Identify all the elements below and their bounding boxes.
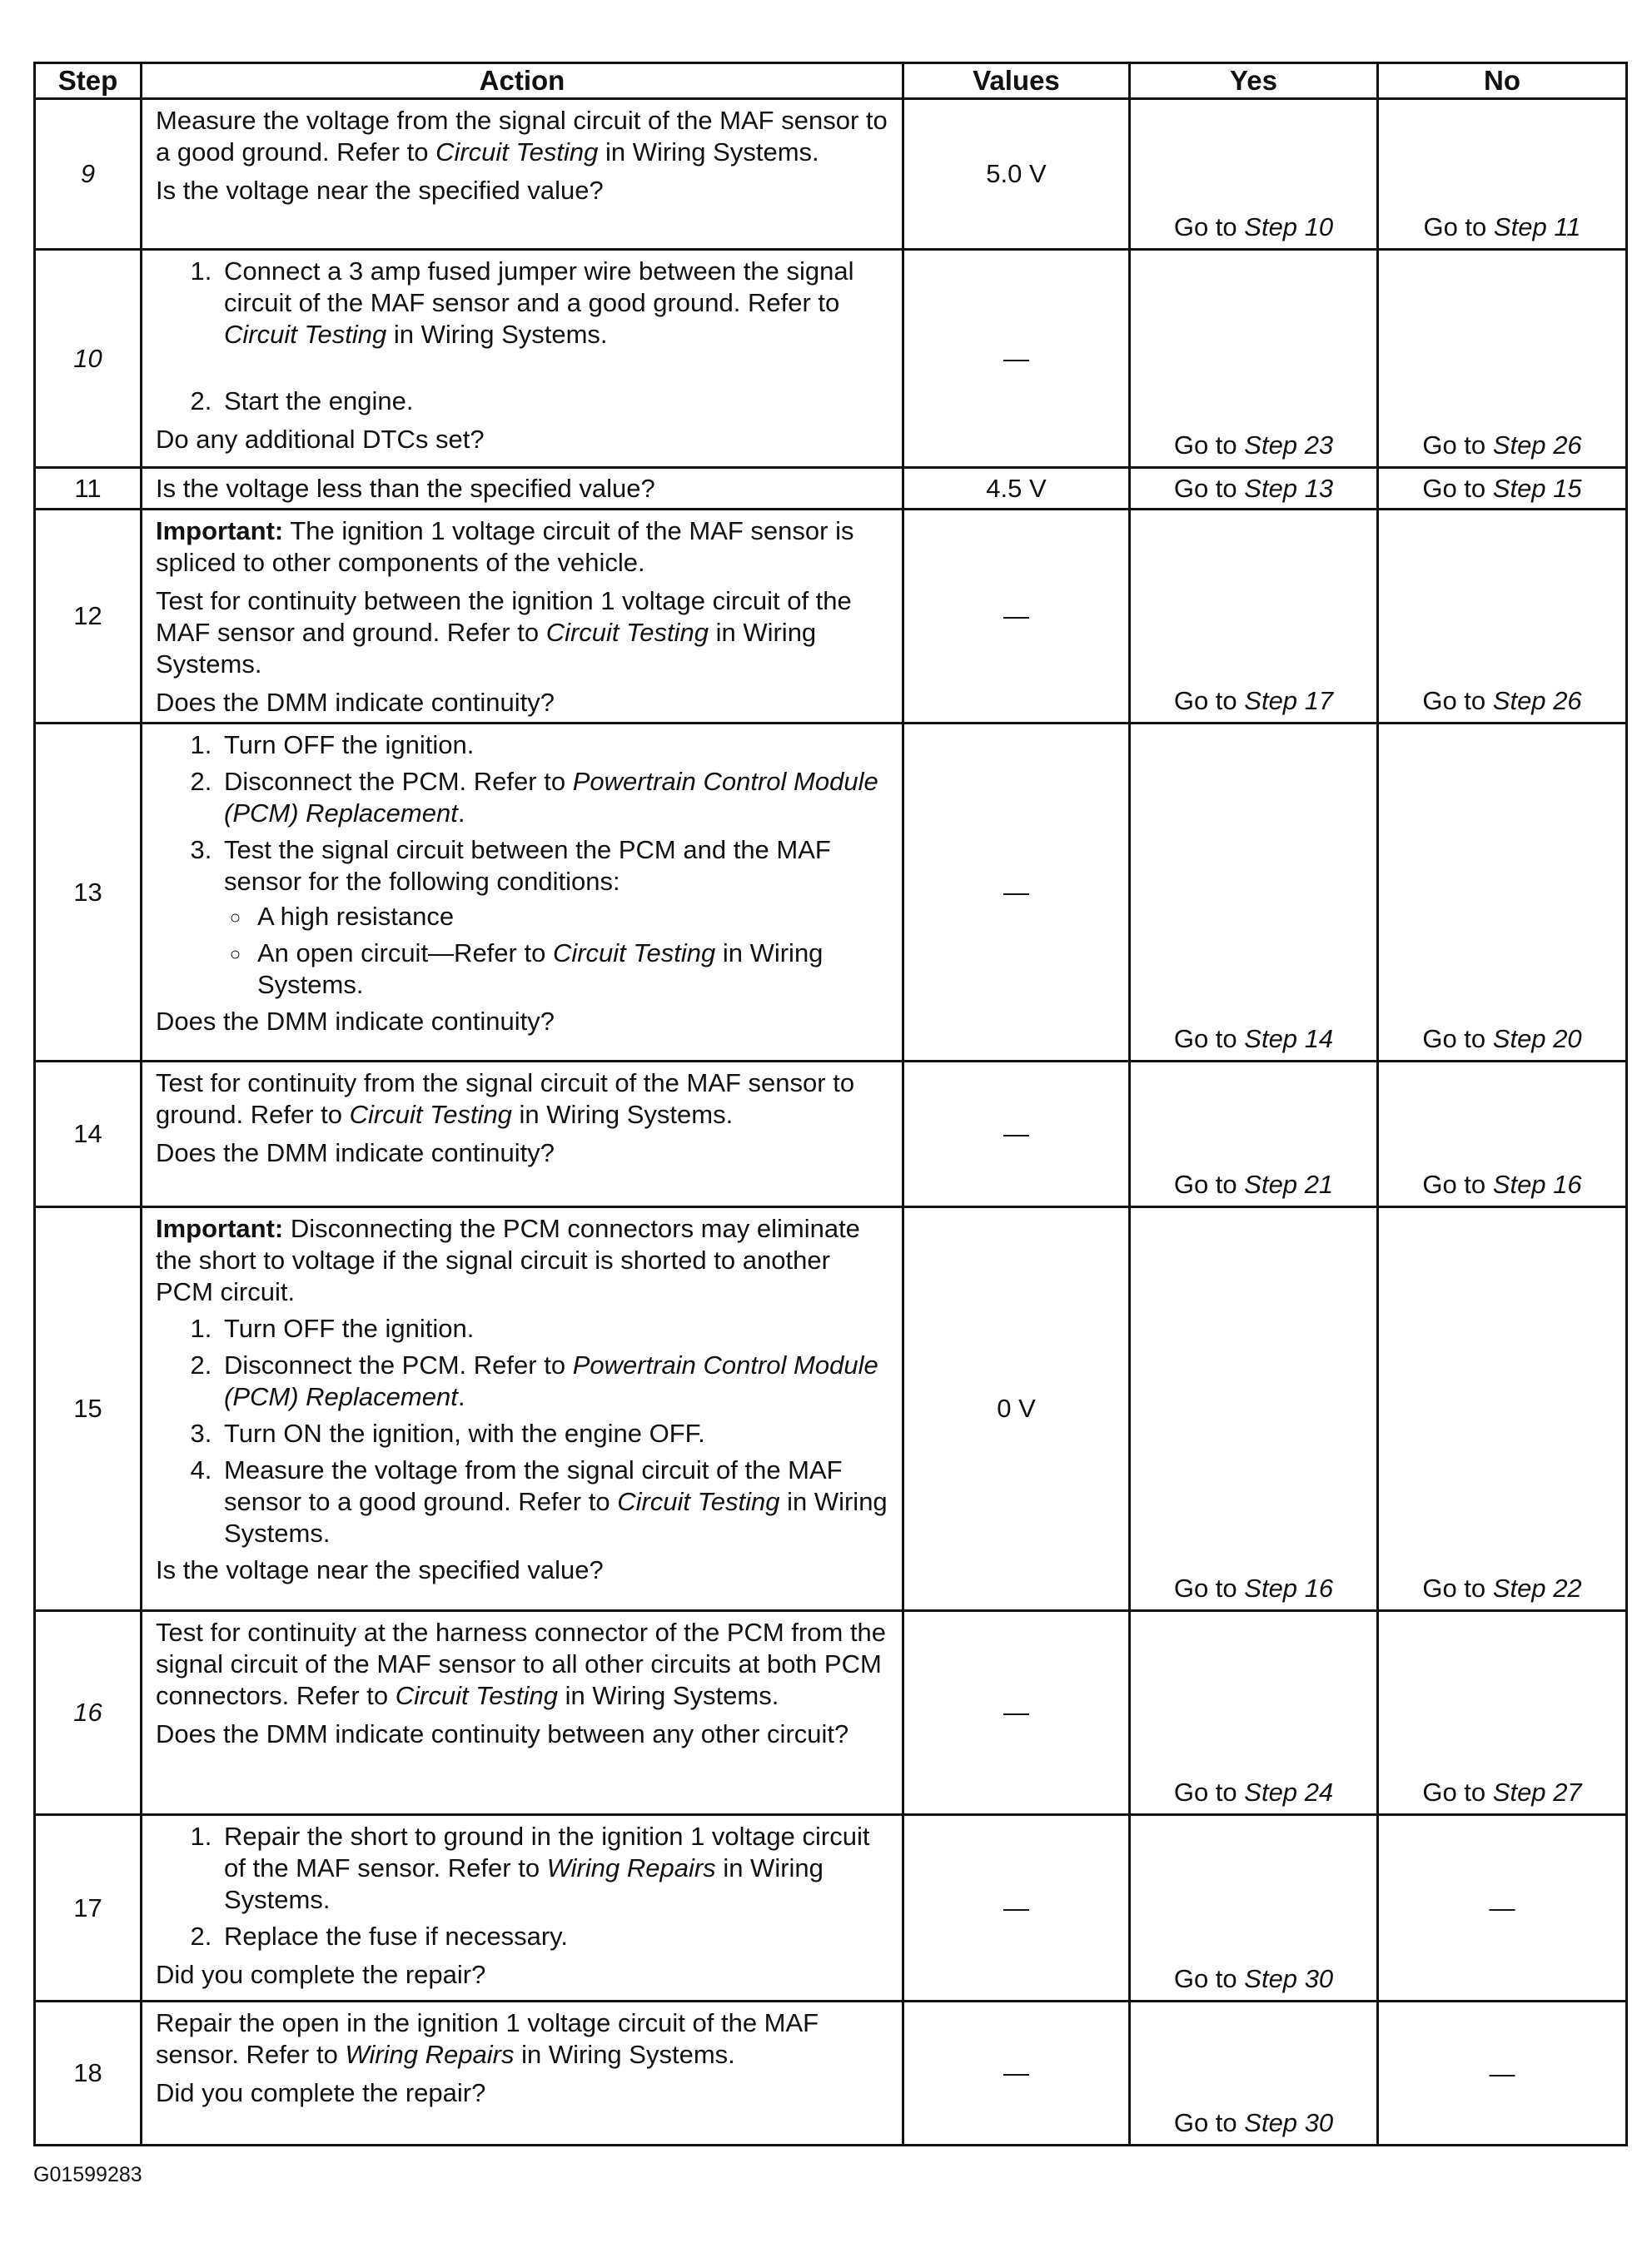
table-row — [35, 1207, 1627, 1611]
condition-item: ◦ A high resistance — [252, 901, 890, 933]
action-step: 2. Start the engine. — [219, 385, 890, 417]
action-question: Did you complete the repair? — [156, 1960, 486, 1989]
action-cell — [142, 1062, 903, 1207]
table-row — [35, 99, 1627, 250]
action-step: 4. Measure the voltage from the signal circuit of the MAF sensor to a good ground. Refer to Circuit Testing in Wiring Systems. — [219, 1455, 890, 1549]
action-step: 2. Disconnect the PCM. Refer to Powertrain Control Module (PCM) Replacement. — [219, 1350, 890, 1413]
action-step: 1. Turn OFF the ignition. — [219, 1313, 890, 1345]
yes-cell: Go to Step 17 — [1130, 510, 1378, 724]
value-cell: 4.5 V — [903, 468, 1130, 510]
action-cell — [142, 2002, 903, 2146]
value-cell: — — [903, 1062, 1130, 1207]
action-cell — [142, 724, 903, 1062]
table-row — [35, 2002, 1627, 2146]
value-cell: 0 V — [903, 1207, 1130, 1611]
action-steps — [156, 1313, 890, 1549]
yes-cell: Go to Step 24 — [1130, 1611, 1378, 1815]
action-question: Is the voltage near the specified value? — [156, 1555, 604, 1584]
step-number: 18 — [35, 2002, 142, 2146]
step-number: 12 — [35, 510, 142, 724]
no-cell: Go to Step 22 — [1378, 1207, 1627, 1611]
action-question: Is the voltage near the specified value? — [156, 176, 604, 205]
step-number: 16 — [35, 1611, 142, 1815]
header-no: No — [1378, 63, 1627, 99]
condition-list — [224, 901, 890, 1001]
step-number: 14 — [35, 1062, 142, 1207]
action-step: 2. Disconnect the PCM. Refer to Powertrain Control Module (PCM) Replacement. — [219, 766, 890, 829]
yes-cell: Go to Step 13 — [1130, 468, 1378, 510]
header-yes: Yes — [1130, 63, 1378, 99]
step-number: 10 — [35, 250, 142, 468]
action-cell — [142, 99, 903, 250]
action-steps — [156, 729, 890, 1001]
reference-link: Circuit Testing — [224, 320, 387, 349]
action-cell — [142, 1207, 903, 1611]
value-cell: 5.0 V — [903, 99, 1130, 250]
step-number: 13 — [35, 724, 142, 1062]
reference-link: Circuit Testing — [552, 938, 716, 967]
table-row — [35, 250, 1627, 468]
action-cell — [142, 468, 903, 510]
action-cell — [142, 1611, 903, 1815]
no-cell: Go to Step 16 — [1378, 1062, 1627, 1207]
table-row — [35, 510, 1627, 724]
no-cell: — — [1378, 2002, 1627, 2146]
table-row — [35, 724, 1627, 1062]
reference-link: Wiring Repairs — [345, 2040, 515, 2069]
action-cell — [142, 510, 903, 724]
reference-link: Circuit Testing — [395, 1681, 559, 1710]
diagnostic-table — [33, 62, 1628, 2146]
action-step: 2. Replace the fuse if necessary. — [219, 1921, 890, 1952]
table-row — [35, 1062, 1627, 1207]
action-text: Test for continuity between the ignition 1 voltage circuit of the MAF sensor and ground. Refer to Circuit Testing in Wiring Systems. — [156, 586, 852, 679]
yes-cell: Go to Step 30 — [1130, 1815, 1378, 2002]
action-question: Do any additional DTCs set? — [156, 425, 485, 454]
action-cell — [142, 250, 903, 468]
header-step: Step — [35, 63, 142, 99]
no-cell: Go to Step 15 — [1378, 468, 1627, 510]
action-step: 1. Repair the short to ground in the ignition 1 voltage circuit of the MAF sensor. Refer to Wiring Repairs in Wiring Systems. — [219, 1821, 890, 1916]
yes-cell: Go to Step 16 — [1130, 1207, 1378, 1611]
action-question: Did you complete the repair? — [156, 2078, 486, 2107]
value-cell: — — [903, 1611, 1130, 1815]
action-text: Test for continuity at the harness connector of the PCM from the signal circuit of the MAF sensor to all other circuits at both PCM connectors. Refer to Circuit Testing in Wiring Systems. — [156, 1618, 887, 1710]
action-step: 3. Turn ON the ignition, with the engine OFF. — [219, 1418, 890, 1450]
value-cell: — — [903, 724, 1130, 1062]
yes-cell: Go to Step 23 — [1130, 250, 1378, 468]
action-question: Does the DMM indicate continuity? — [156, 688, 555, 717]
step-number: 9 — [35, 99, 142, 250]
document-id: G01599283 — [33, 2163, 142, 2186]
action-step: 1. Turn OFF the ignition. — [219, 729, 890, 761]
yes-cell: Go to Step 30 — [1130, 2002, 1378, 2146]
action-cell — [142, 1815, 903, 2002]
yes-cell: Go to Step 10 — [1130, 99, 1378, 250]
step-number: 11 — [35, 468, 142, 510]
reference-link: Circuit Testing — [349, 1100, 512, 1129]
no-cell: Go to Step 26 — [1378, 250, 1627, 468]
no-cell: Go to Step 27 — [1378, 1611, 1627, 1815]
table-row — [35, 468, 1627, 510]
reference-link: Powertrain Control Module (PCM) Replacement — [224, 767, 878, 828]
reference-link: Circuit Testing — [617, 1487, 780, 1516]
yes-cell: Go to Step 21 — [1130, 1062, 1378, 1207]
header-action: Action — [142, 63, 903, 99]
reference-link: Circuit Testing — [545, 618, 709, 647]
yes-cell: Go to Step 14 — [1130, 724, 1378, 1062]
table-header-row — [35, 63, 1627, 99]
diagnostic-table-sheet — [33, 62, 1625, 2146]
table-row — [35, 1815, 1627, 2002]
value-cell: — — [903, 1815, 1130, 2002]
condition-item: ◦ An open circuit—Refer to Circuit Testing in Wiring Systems. — [252, 937, 890, 1001]
action-question: Is the voltage less than the specified value? — [156, 473, 655, 503]
table-row — [35, 1611, 1627, 1815]
no-cell: Go to Step 26 — [1378, 510, 1627, 724]
no-cell: Go to Step 20 — [1378, 724, 1627, 1062]
reference-link: Powertrain Control Module (PCM) Replacement — [224, 1350, 878, 1411]
header-values: Values — [903, 63, 1130, 99]
important-note: Important: Disconnecting the PCM connectors may eliminate the short to voltage if the signal circuit is shorted to another PCM circuit. — [156, 1214, 860, 1306]
value-cell: — — [903, 250, 1130, 468]
step-number: 17 — [35, 1815, 142, 2002]
action-question: Does the DMM indicate continuity? — [156, 1138, 555, 1167]
important-note: Important: The ignition 1 voltage circuit of the MAF sensor is spliced to other components of the vehicle. — [156, 516, 854, 577]
value-cell: — — [903, 2002, 1130, 2146]
reference-link: Circuit Testing — [435, 137, 599, 167]
action-steps — [156, 256, 890, 417]
action-step: 1. Connect a 3 amp fused jumper wire between the signal circuit of the MAF sensor and a good ground. Refer to Circuit Testing in Wiring Systems. — [219, 256, 890, 380]
action-question: Does the DMM indicate continuity? — [156, 1007, 555, 1036]
action-question: Does the DMM indicate continuity between any other circuit? — [156, 1719, 849, 1748]
action-text: Measure the voltage from the signal circuit of the MAF sensor to a good ground. Refer to Circuit Testing in Wiring Systems. — [156, 106, 888, 167]
step-number: 15 — [35, 1207, 142, 1611]
action-text: Test for continuity from the signal circuit of the MAF sensor to ground. Refer to Circuit Testing in Wiring Systems. — [156, 1068, 855, 1129]
reference-link: Wiring Repairs — [546, 1853, 716, 1882]
no-cell: Go to Step 11 — [1378, 99, 1627, 250]
action-step: 3. Test the signal circuit between the PCM and the MAF sensor for the following conditions: ◦ A high resistance ◦ An open circuit—Refer to Circuit Testing in Wiring Systems. — [219, 834, 890, 1001]
action-steps — [156, 1821, 890, 1952]
no-cell: — — [1378, 1815, 1627, 2002]
value-cell: — — [903, 510, 1130, 724]
action-text: Repair the open in the ignition 1 voltage circuit of the MAF sensor. Refer to Wiring Repairs in Wiring Systems. — [156, 2008, 819, 2069]
